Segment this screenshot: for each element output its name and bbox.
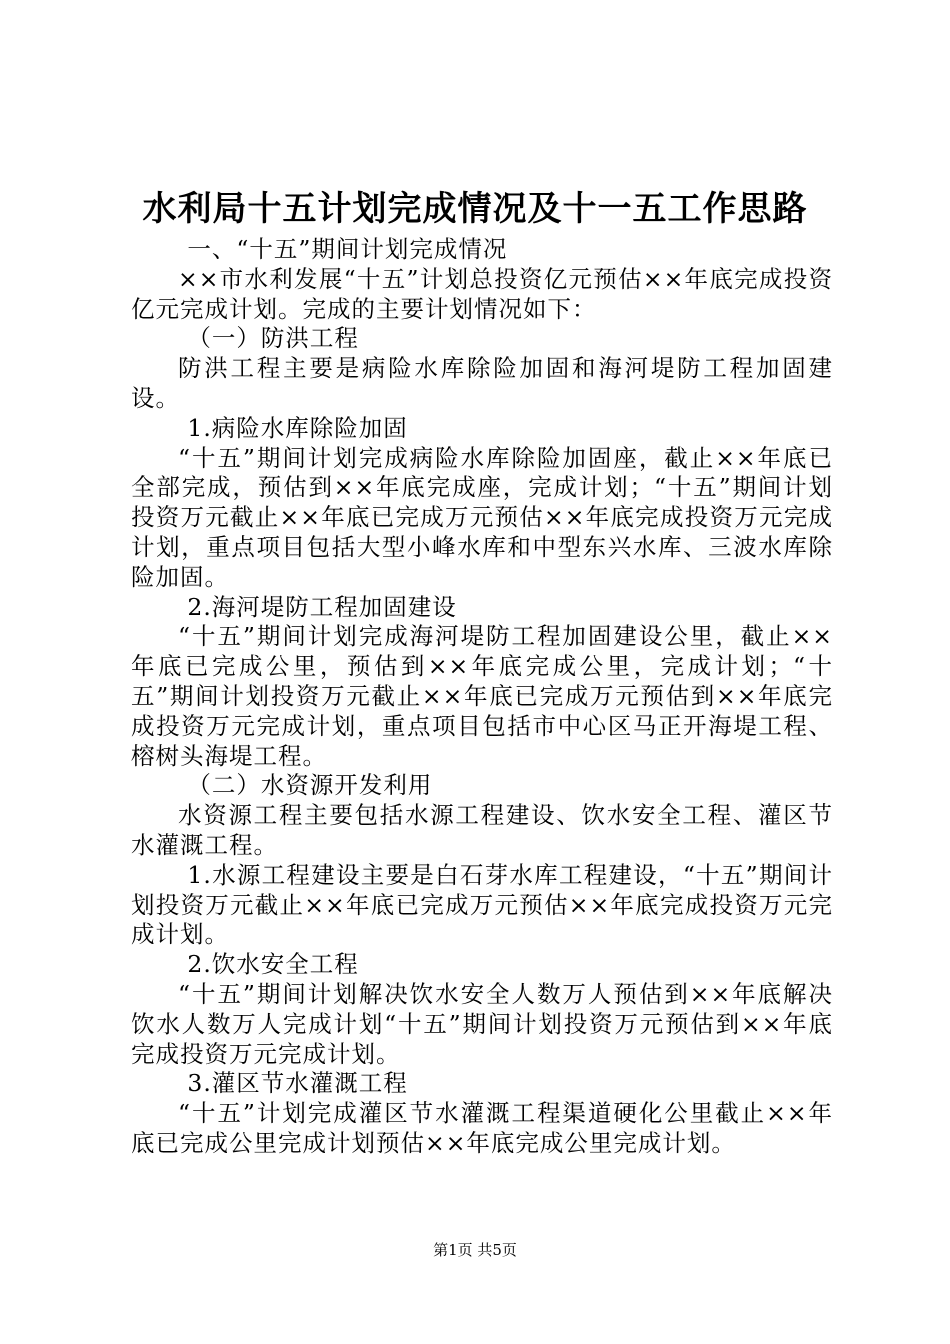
section-heading: （二）水资源开发利用 [187,771,433,800]
section-heading: 3.灌区节水灌溉工程 [187,1069,408,1098]
document-body [131,235,833,1159]
page-footer: 第1页 共5页 [433,1241,517,1259]
section-heading: 2.饮水安全工程 [187,950,359,979]
body-paragraph: “十五”期间计划完成海河堤防工程加固建设公里，截止××年底已完成公里，预估到××年底完成公里，完成计划；“十五”期间计划投资万元截止××年底已完成万元预估到××年底完成投资万元完成计划，重点项目包括市中心区马正开海堤工程、榕树头海堤工程。 [131,622,833,770]
document-title: 水利局十五计划完成情况及十一五工作思路 [142,189,808,229]
section-heading: 1.水源工程建设主要是白石芽水库工程建设，“十五”期间计划投资万元截止××年底已完成万元预估××年底完成投资万元完成计划。 [131,860,833,949]
body-paragraph: ××市水利发展“十五”计划总投资亿元预估××年底完成投资亿元完成计划。完成的主要计划情况如下： [131,264,833,323]
section-heading: （一）防洪工程 [187,324,359,353]
section-heading: 一、“十五”期间计划完成情况 [187,235,508,263]
section-heading: 1.病险水库除险加固 [187,413,408,442]
body-paragraph: 防洪工程主要是病险水库除险加固和海河堤防工程加固建设。 [131,354,833,412]
body-paragraph: “十五”期间计划解决饮水安全人数万人预估到××年底解决饮水人数万人完成计划“十五”期间计划投资万元预估到××年底完成投资万元完成计划。 [131,979,833,1068]
section-heading: 2.海河堤防工程加固建设 [187,592,457,621]
body-paragraph: 水资源工程主要包括水源工程建设、饮水安全工程、灌区节水灌溉工程。 [131,801,833,859]
body-paragraph: “十五”计划完成灌区节水灌溉工程渠道硬化公里截止××年底已完成公里完成计划预估××年底完成公里完成计划。 [131,1099,833,1157]
body-paragraph: “十五”期间计划完成病险水库除险加固座，截止××年底已全部完成，预估到××年底完成座，完成计划；“十五”期间计划投资万元截止××年底已完成万元预估××年底完成投资万元完成计划，重点项目包括大型小峰水库和中型东兴水库、三波水库除险加固。 [131,443,833,591]
